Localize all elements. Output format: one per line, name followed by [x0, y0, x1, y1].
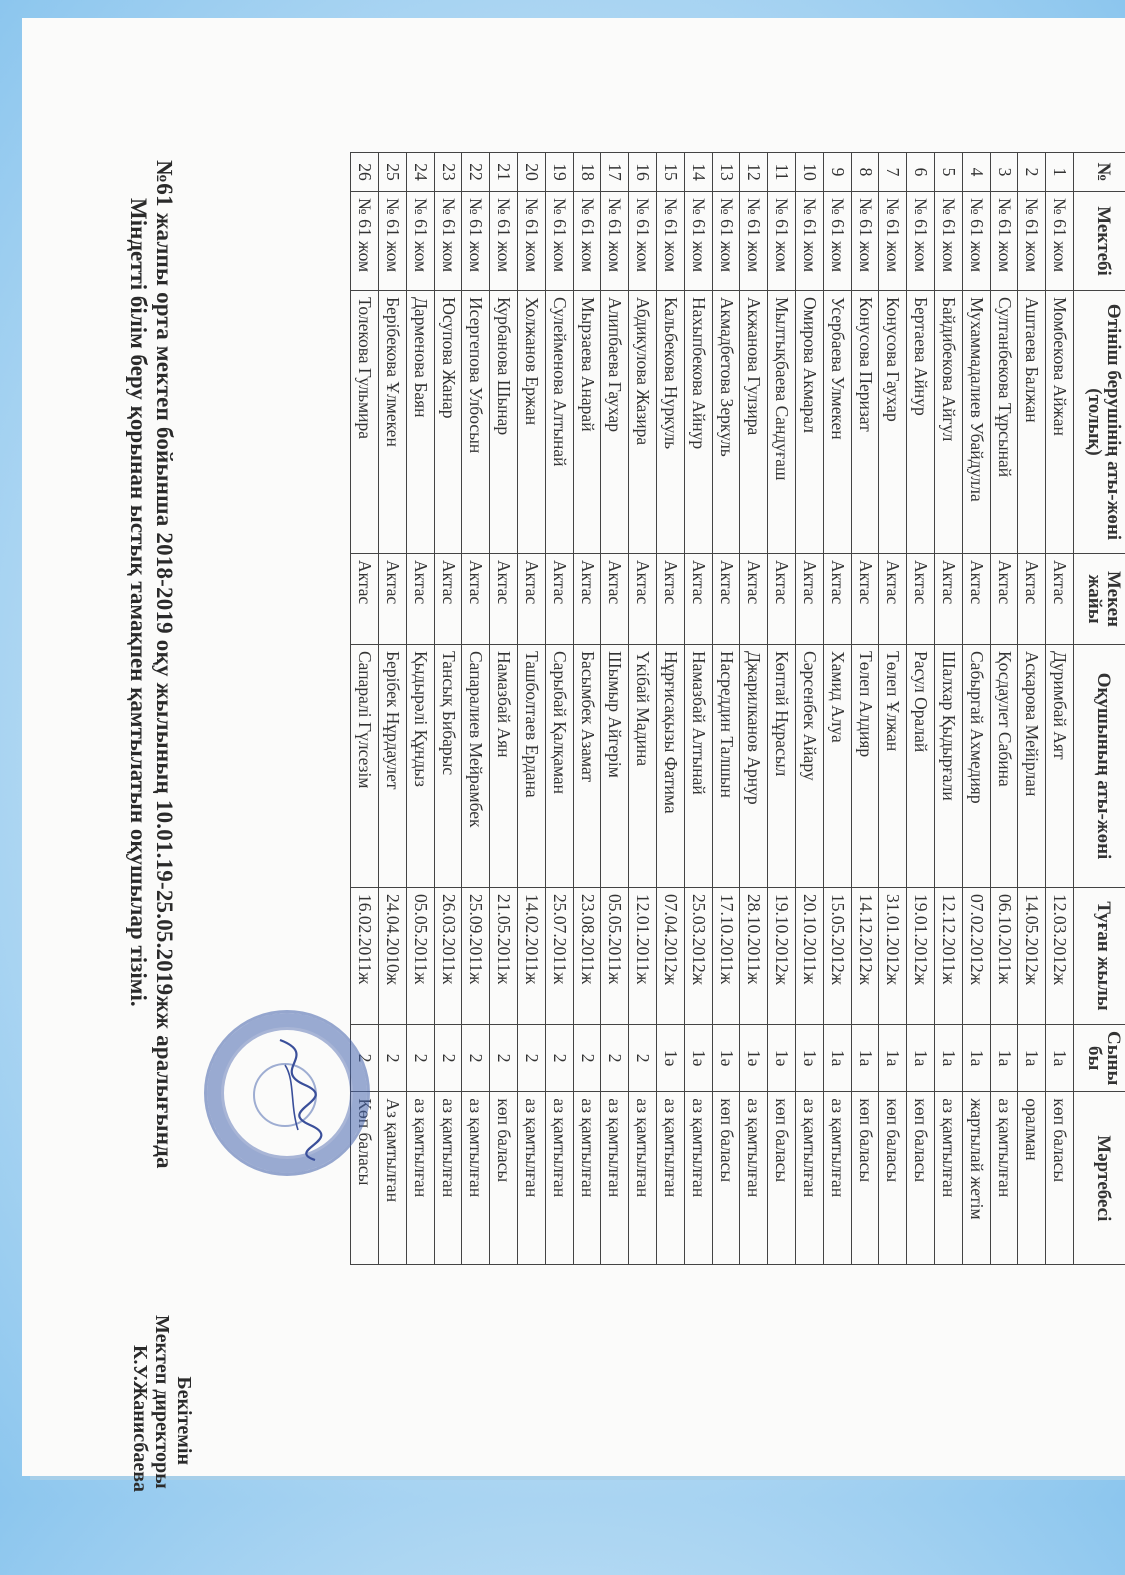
cell-address: Актас	[712, 554, 740, 645]
cell-parent: Мухаммадалиев Убайдулла	[962, 291, 990, 554]
cell-no: 7	[879, 153, 907, 192]
cell-student: Шымыр Айгерім	[601, 645, 629, 888]
cell-school: № 61 жом	[629, 192, 657, 291]
cell-class: 2	[601, 1025, 629, 1092]
table-row	[962, 153, 990, 1265]
table-row	[629, 153, 657, 1265]
cell-status: жартылай жетім	[962, 1092, 990, 1265]
cell-class: 2	[462, 1025, 490, 1092]
cell-parent: Сулейменова Алтынай	[545, 291, 573, 554]
cell-parent: Дарменова Баян	[406, 291, 434, 554]
cell-dob: 19.01.2012ж	[907, 888, 935, 1025]
cell-parent: Султанбекова Тұрсынай	[990, 291, 1018, 554]
cell-class: 1а	[879, 1025, 907, 1092]
cell-status: аз қамтылған	[740, 1092, 768, 1265]
header-address: Мекен жайы	[1074, 554, 1125, 645]
cell-class: 1ә	[657, 1025, 685, 1092]
document-subtitle: Міндетті білім беру қорынан ыстық тамақпен қамтылатын оқушылар тізімі.	[125, 198, 151, 1398]
cell-address: Актас	[379, 554, 407, 645]
cell-class: 1ә	[796, 1025, 824, 1092]
cell-no: 15	[657, 153, 685, 192]
approval-block	[129, 1315, 195, 1575]
cell-address: Актас	[406, 554, 434, 645]
students-table	[350, 152, 1125, 1265]
cell-student: Сапаралиев Мейрамбек	[462, 645, 490, 888]
cell-status: аз қамтылған	[823, 1092, 851, 1265]
cell-class: 1а	[990, 1025, 1018, 1092]
cell-no: 11	[768, 153, 796, 192]
cell-student: Төлеп Алдияр	[851, 645, 879, 888]
cell-dob: 12.12.2011ж	[935, 888, 963, 1025]
cell-student: Тансық Бибарыс	[434, 645, 462, 888]
table-row	[879, 153, 907, 1265]
cell-parent: Толекова Гульмира	[351, 291, 379, 554]
cell-address: Актас	[518, 554, 546, 645]
table-row	[462, 153, 490, 1265]
cell-no: 18	[573, 153, 601, 192]
cell-status: көп баласы	[1046, 1092, 1074, 1265]
cell-address: Актас	[823, 554, 851, 645]
cell-class: 1а	[962, 1025, 990, 1092]
cell-status: аз қамтылған	[601, 1092, 629, 1265]
cell-no: 8	[851, 153, 879, 192]
cell-parent: Курбанова Шынар	[490, 291, 518, 554]
cell-school: № 61 жом	[684, 192, 712, 291]
cell-school: № 61 жом	[601, 192, 629, 291]
cell-dob: 14.12.2012ж	[851, 888, 879, 1025]
table-row	[740, 153, 768, 1265]
cell-dob: 25.07.2011ж	[545, 888, 573, 1025]
cell-dob: 05.05.2011ж	[601, 888, 629, 1025]
cell-class: 2	[351, 1025, 379, 1092]
cell-dob: 28.10.2011ж	[740, 888, 768, 1025]
cell-school: № 61 жом	[573, 192, 601, 291]
cell-address: Актас	[351, 554, 379, 645]
table-row	[823, 153, 851, 1265]
cell-student: Насреддин Талшын	[712, 645, 740, 888]
cell-no: 9	[823, 153, 851, 192]
cell-school: № 61 жом	[962, 192, 990, 291]
cell-no: 3	[990, 153, 1018, 192]
table-body	[351, 153, 1074, 1265]
cell-dob: 25.03.2012ж	[684, 888, 712, 1025]
cell-parent: Момбекова Айжан	[1046, 291, 1074, 554]
cell-dob: 23.08.2011ж	[573, 888, 601, 1025]
cell-school: № 61 жом	[907, 192, 935, 291]
header-parent: Өтініш берушінің аты-жөні (толық)	[1074, 291, 1125, 554]
cell-student: Хамид Алуа	[823, 645, 851, 888]
cell-school: № 61 жом	[379, 192, 407, 291]
cell-status: аз қамтылған	[796, 1092, 824, 1265]
cell-class: 2	[434, 1025, 462, 1092]
cell-class: 1ә	[712, 1025, 740, 1092]
cell-school: № 61 жом	[1018, 192, 1046, 291]
table-row	[907, 153, 935, 1265]
cell-address: Актас	[434, 554, 462, 645]
cell-dob: 07.04.2012ж	[657, 888, 685, 1025]
cell-parent: Абдикулова Жазира	[629, 291, 657, 554]
cell-student: Қосдаулет Сабина	[990, 645, 1018, 888]
cell-student: Сабыргай Ахмедияр	[962, 645, 990, 888]
cell-status: аз қамтылған	[629, 1092, 657, 1265]
cell-status: Аз қамтылған	[379, 1092, 407, 1265]
cell-status: аз қамтылған	[935, 1092, 963, 1265]
cell-no: 20	[518, 153, 546, 192]
cell-class: 1а	[1046, 1025, 1074, 1092]
cell-address: Актас	[629, 554, 657, 645]
cell-address: Актас	[879, 554, 907, 645]
cell-address: Актас	[740, 554, 768, 645]
cell-no: 1	[1046, 153, 1074, 192]
cell-school: № 61 жом	[712, 192, 740, 291]
cell-class: 1а	[1018, 1025, 1046, 1092]
table-row	[796, 153, 824, 1265]
cell-class: 1ә	[684, 1025, 712, 1092]
cell-school: № 61 жом	[351, 192, 379, 291]
table-row	[657, 153, 685, 1265]
cell-class: 2	[406, 1025, 434, 1092]
table-row	[1046, 153, 1074, 1265]
header-dob: Туған жылы	[1074, 888, 1125, 1025]
cell-address: Актас	[990, 554, 1018, 645]
table-row	[935, 153, 963, 1265]
table-header-row	[1074, 153, 1125, 1265]
cell-parent: Акжанова Гулзира	[740, 291, 768, 554]
table-row	[712, 153, 740, 1265]
cell-no: 22	[462, 153, 490, 192]
cell-school: № 61 жом	[545, 192, 573, 291]
cell-student: Көптай Нұрасыл	[768, 645, 796, 888]
table-row	[1018, 153, 1046, 1265]
cell-school: № 61 жом	[462, 192, 490, 291]
cell-parent: Кальбекова Нуркуль	[657, 291, 685, 554]
cell-status: көп баласы	[907, 1092, 935, 1265]
cell-student: Нұрғисақызы Фатима	[657, 645, 685, 888]
header-class: Сыны бы	[1074, 1025, 1125, 1092]
cell-address: Актас	[796, 554, 824, 645]
cell-school: № 61 жом	[657, 192, 685, 291]
cell-class: 1а	[935, 1025, 963, 1092]
cell-status: көп баласы	[768, 1092, 796, 1265]
cell-status: аз қамтылған	[684, 1092, 712, 1265]
cell-class: 2	[545, 1025, 573, 1092]
cell-class: 1а	[823, 1025, 851, 1092]
cell-student: Намазбай Алтынай	[684, 645, 712, 888]
cell-no: 24	[406, 153, 434, 192]
cell-no: 4	[962, 153, 990, 192]
cell-no: 12	[740, 153, 768, 192]
approval-name: К.У.Жанисбаева	[129, 1315, 151, 1575]
cell-school: № 61 жом	[823, 192, 851, 291]
cell-status: Көп баласы	[351, 1092, 379, 1265]
cell-school: № 61 жом	[434, 192, 462, 291]
rotated-document	[45, 90, 1125, 1480]
cell-dob: 12.03.2012ж	[1046, 888, 1074, 1025]
cell-parent: Исергепова Улбосын	[462, 291, 490, 554]
cell-status: көп баласы	[879, 1092, 907, 1265]
cell-address: Актас	[462, 554, 490, 645]
cell-class: 2	[379, 1025, 407, 1092]
cell-student: Төлеп Ұлжан	[879, 645, 907, 888]
cell-address: Актас	[1046, 554, 1074, 645]
cell-student: Шалхар Қыдырғали	[935, 645, 963, 888]
table-row	[434, 153, 462, 1265]
cell-address: Актас	[601, 554, 629, 645]
table-row	[684, 153, 712, 1265]
cell-student: Сапаралі Гүлсезім	[351, 645, 379, 888]
cell-no: 26	[351, 153, 379, 192]
header-school: Мектебі	[1074, 192, 1125, 291]
cell-status: аз қамтылған	[545, 1092, 573, 1265]
cell-dob: 31.01.2012ж	[879, 888, 907, 1025]
cell-student: Үкібай Мадина	[629, 645, 657, 888]
cell-parent: Конусова Гаухар	[879, 291, 907, 554]
table-row	[490, 153, 518, 1265]
cell-school: № 61 жом	[796, 192, 824, 291]
cell-parent: Юсупова Жанар	[434, 291, 462, 554]
approval-position: Мектеп директоры	[151, 1315, 173, 1575]
cell-parent: Омирова Акмарал	[796, 291, 824, 554]
cell-dob: 20.10.2011ж	[796, 888, 824, 1025]
cell-parent: Холжанов Ержан	[518, 291, 546, 554]
cell-school: № 61 жом	[406, 192, 434, 291]
approval-label: Бекітемін	[173, 1315, 195, 1575]
cell-parent: Конусова Перизат	[851, 291, 879, 554]
cell-no: 16	[629, 153, 657, 192]
cell-status: аз қамтылған	[573, 1092, 601, 1265]
cell-dob: 21.05.2011ж	[490, 888, 518, 1025]
cell-address: Актас	[657, 554, 685, 645]
cell-no: 13	[712, 153, 740, 192]
cell-student: Намазбай Аян	[490, 645, 518, 888]
cell-parent: Мылтықбаева Сандуғаш	[768, 291, 796, 554]
table-row	[990, 153, 1018, 1265]
cell-address: Актас	[851, 554, 879, 645]
cell-parent: Байдибекова Айгул	[935, 291, 963, 554]
cell-student: Джарилканов Арнур	[740, 645, 768, 888]
cell-student: Қыдырәлі Құндыз	[406, 645, 434, 888]
cell-dob: 17.10.2011ж	[712, 888, 740, 1025]
cell-parent: Акмадбетова Зеркуль	[712, 291, 740, 554]
cell-no: 10	[796, 153, 824, 192]
cell-status: аз қамтылған	[462, 1092, 490, 1265]
cell-address: Актас	[573, 554, 601, 645]
cell-class: 2	[573, 1025, 601, 1092]
cell-parent: Аштаева Балжан	[1018, 291, 1046, 554]
cell-dob: 05.05.2011ж	[406, 888, 434, 1025]
cell-parent: Усербаева Улмекен	[823, 291, 851, 554]
cell-dob: 26.03.2011ж	[434, 888, 462, 1025]
cell-student: Дуримбай Аят	[1046, 645, 1074, 888]
table-row	[406, 153, 434, 1265]
cell-address: Актас	[962, 554, 990, 645]
cell-no: 2	[1018, 153, 1046, 192]
cell-status: көп баласы	[712, 1092, 740, 1265]
cell-status: аз қамтылған	[434, 1092, 462, 1265]
cell-school: № 61 жом	[768, 192, 796, 291]
cell-student: Басымбек Азамат	[573, 645, 601, 888]
cell-no: 25	[379, 153, 407, 192]
cell-class: 1ә	[740, 1025, 768, 1092]
cell-status: аз қамтылған	[990, 1092, 1018, 1265]
cell-student: Аскарова Мейірлан	[1018, 645, 1046, 888]
table-row	[768, 153, 796, 1265]
cell-dob: 06.10.2011ж	[990, 888, 1018, 1025]
cell-address: Актас	[684, 554, 712, 645]
table-row	[851, 153, 879, 1265]
cell-dob: 12.01.2011ж	[629, 888, 657, 1025]
cell-school: № 61 жом	[990, 192, 1018, 291]
cell-class: 1ә	[768, 1025, 796, 1092]
cell-address: Актас	[935, 554, 963, 645]
cell-address: Актас	[545, 554, 573, 645]
cell-no: 23	[434, 153, 462, 192]
cell-student: Сарыбай Қалқаман	[545, 645, 573, 888]
table-row	[601, 153, 629, 1265]
cell-status: аз қамтылған	[406, 1092, 434, 1265]
cell-class: 2	[629, 1025, 657, 1092]
cell-parent: Нахыпбекова Айнур	[684, 291, 712, 554]
cell-address: Актас	[1018, 554, 1046, 645]
cell-school: № 61 жом	[490, 192, 518, 291]
cell-dob: 14.02.2011ж	[518, 888, 546, 1025]
cell-parent: Алипбаева Гаухар	[601, 291, 629, 554]
cell-no: 5	[935, 153, 963, 192]
cell-no: 19	[545, 153, 573, 192]
document-title: №61 жалпы орта мектеп бойынша 2018-2019 оқу жылының 10.01.19-25.05.2019жж аралығында	[151, 160, 177, 1360]
cell-dob: 07.02.2012ж	[962, 888, 990, 1025]
cell-class: 2	[518, 1025, 546, 1092]
table-row	[545, 153, 573, 1265]
cell-school: № 61 жом	[1046, 192, 1074, 291]
cell-status: көп баласы	[851, 1092, 879, 1265]
cell-student: Сәрсенбек Айару	[796, 645, 824, 888]
header-student: Оқушының аты-жөні	[1074, 645, 1125, 888]
cell-dob: 16.02.2011ж	[351, 888, 379, 1025]
cell-dob: 14.05.2012ж	[1018, 888, 1046, 1025]
cell-class: 1а	[851, 1025, 879, 1092]
cell-dob: 15.05.2012ж	[823, 888, 851, 1025]
cell-no: 14	[684, 153, 712, 192]
cell-no: 21	[490, 153, 518, 192]
cell-status: оралман	[1018, 1092, 1046, 1265]
cell-school: № 61 жом	[518, 192, 546, 291]
cell-school: № 61 жом	[851, 192, 879, 291]
director-signature	[260, 1035, 330, 1165]
cell-status: көп баласы	[490, 1092, 518, 1265]
cell-school: № 61 жом	[935, 192, 963, 291]
header-status: Мәртебесі	[1074, 1092, 1125, 1265]
table-row	[379, 153, 407, 1265]
cell-student: Ташболтаев Ердана	[518, 645, 546, 888]
cell-dob: 25.09.2011ж	[462, 888, 490, 1025]
table-row	[518, 153, 546, 1265]
cell-student: Расул Оралай	[907, 645, 935, 888]
header-no: №	[1074, 153, 1125, 192]
cell-class: 2	[490, 1025, 518, 1092]
table-row	[573, 153, 601, 1265]
cell-status: аз қамтылған	[518, 1092, 546, 1265]
cell-address: Актас	[768, 554, 796, 645]
cell-no: 17	[601, 153, 629, 192]
cell-dob: 19.10.2012ж	[768, 888, 796, 1025]
cell-parent: Бертаева Айнур	[907, 291, 935, 554]
cell-class: 1а	[907, 1025, 935, 1092]
cell-address: Актас	[907, 554, 935, 645]
cell-school: № 61 жом	[879, 192, 907, 291]
cell-parent: Берібекова Ұлмекен	[379, 291, 407, 554]
cell-parent: Мырзаева Анарай	[573, 291, 601, 554]
cell-school: № 61 жом	[740, 192, 768, 291]
cell-address: Актас	[490, 554, 518, 645]
cell-status: аз қамтылған	[657, 1092, 685, 1265]
cell-dob: 24.04.2010ж	[379, 888, 407, 1025]
cell-no: 6	[907, 153, 935, 192]
cell-student: Берібек Нұрдаулет	[379, 645, 407, 888]
